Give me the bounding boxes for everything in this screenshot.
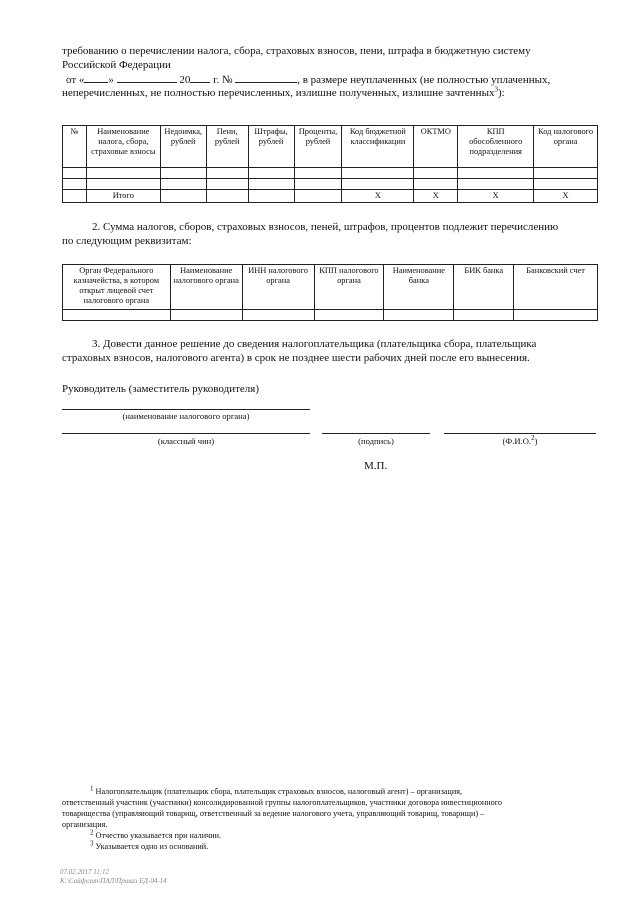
footnotes	[62, 786, 598, 852]
intro-line-2: Российской Федерации	[62, 59, 171, 71]
from-label: от «	[66, 74, 85, 86]
fio-label	[444, 436, 596, 446]
intro-line-1: требованию о перечислении налога, сбора, страховых взносов, пени, штрафа в бюджетную систему	[62, 45, 531, 57]
col-bik: БИК банка	[454, 265, 514, 310]
total-mark-kbk: X	[342, 190, 414, 203]
head-title: Руководитель (заместитель руководителя)	[62, 383, 259, 395]
intro-rest: , в размере неуплаченных (не полностью уплаченных,	[297, 74, 551, 86]
col-interest: Проценты, рублей	[294, 126, 342, 168]
table-row	[63, 168, 598, 179]
col-inn: ИНН налогового органа	[242, 265, 314, 310]
col-treasury: Орган Федерального казначейства, в котором открыт лицевой счет налогового органа	[63, 265, 171, 310]
requisites-table	[62, 264, 598, 321]
footnote-2-text: Отчество указывается при наличии.	[95, 831, 222, 840]
requisites-table-header	[63, 265, 598, 310]
col-number: №	[63, 126, 87, 168]
col-authority-kpp: КПП налогового органа	[314, 265, 384, 310]
intro-line-4	[62, 86, 505, 100]
quote-close: »	[108, 74, 114, 86]
table-row	[63, 179, 598, 190]
col-penalties: Пени, рублей	[206, 126, 248, 168]
fio-line	[444, 433, 596, 434]
footnote-ref-2: 2	[531, 434, 535, 443]
footnote-1-line-3: товарищества (управляющий товарищ, ответственный за ведение налогового учета, управляющий товарищ, товарищи) –	[62, 809, 485, 818]
scan-stamp	[60, 868, 167, 886]
footnote-1-text-1: Налогоплательщик (плательщик сбора, плательщик страховых взносов, налоговый агент) – организация,	[95, 787, 463, 796]
footnote-3-text: Указывается одно из оснований.	[95, 842, 209, 851]
col-bank-name: Наименование банка	[384, 265, 454, 310]
col-tax-name: Наименование налога, сбора, страховые взносы	[86, 126, 160, 168]
footnote-1-line-4: организация.	[62, 820, 108, 829]
total-row	[63, 190, 598, 203]
fio-label-text: (Ф.И.О.	[502, 436, 532, 446]
col-kbk: Код бюджетной классификации	[342, 126, 414, 168]
footnote-3-num: 3	[90, 839, 94, 848]
scan-stamp-line-2: К:\Сайфулин\ПАЛ\Приказ ЕД-04-14	[60, 877, 167, 885]
rank-label: (классный чин)	[157, 436, 215, 446]
footnote-ref-3: 3	[494, 85, 498, 94]
year-label: 20	[179, 74, 191, 86]
debt-table-header	[63, 126, 598, 168]
debt-table	[62, 125, 598, 203]
signature-label: (подпись)	[358, 436, 394, 446]
section-2-text-2: по следующим реквизитам:	[62, 235, 192, 247]
intro-line-3	[66, 72, 600, 87]
footnote-1-line-1	[62, 786, 598, 797]
org-name-line	[62, 409, 310, 410]
intro-line-4-end: ):	[497, 87, 505, 99]
number-label: г. №	[213, 74, 233, 86]
total-label: Итого	[86, 190, 160, 203]
section-3-text: 3. Довести данное решение до сведения налогоплательщика (плательщика сбора, плательщика	[92, 338, 537, 350]
col-tax-authority-code: Код налогового органа	[534, 126, 598, 168]
section-2-text: 2. Сумма налогов, сборов, страховых взносов, пеней, штрафов, процентов подлежит перечислению	[92, 221, 559, 233]
col-bank-account: Банковский счет	[514, 265, 598, 310]
section-3-text-2: страховых взносов, налогового агента) в срок не позднее шести рабочих дней после его вынесения.	[62, 352, 530, 364]
table-row	[63, 310, 598, 321]
scan-stamp-line-1: 07.02.2017 11:12	[60, 868, 110, 876]
intro-line-4-text: неперечисленных, не полностью перечисленных, излишне полученных, излишне зачтенных	[62, 87, 495, 99]
fio-label-end: )	[534, 436, 538, 446]
col-fines: Штрафы, рублей	[248, 126, 294, 168]
rank-line	[62, 433, 310, 434]
signature-line	[322, 433, 430, 434]
col-oktmo: ОКТМО	[414, 126, 458, 168]
col-authority-name: Наименование налогового органа	[170, 265, 242, 310]
col-kpp: КПП обособленного подразделения	[458, 126, 534, 168]
total-mark-code: X	[534, 190, 598, 203]
footnote-2-num: 2	[90, 828, 94, 837]
footnote-1-line-2: ответственный участник (участники) консолидированной группы налогоплательщиков, участники договора инвестиционного	[62, 798, 502, 807]
total-mark-kpp: X	[458, 190, 534, 203]
footnote-3	[62, 841, 598, 852]
total-mark-oktmo: X	[414, 190, 458, 203]
footnote-2	[62, 830, 598, 841]
col-arrears: Недоимка, рублей	[160, 126, 206, 168]
stamp-place: М.П.	[364, 460, 388, 472]
org-name-label: (наименование налогового органа)	[122, 411, 250, 421]
footnote-1-num: 1	[90, 784, 94, 793]
